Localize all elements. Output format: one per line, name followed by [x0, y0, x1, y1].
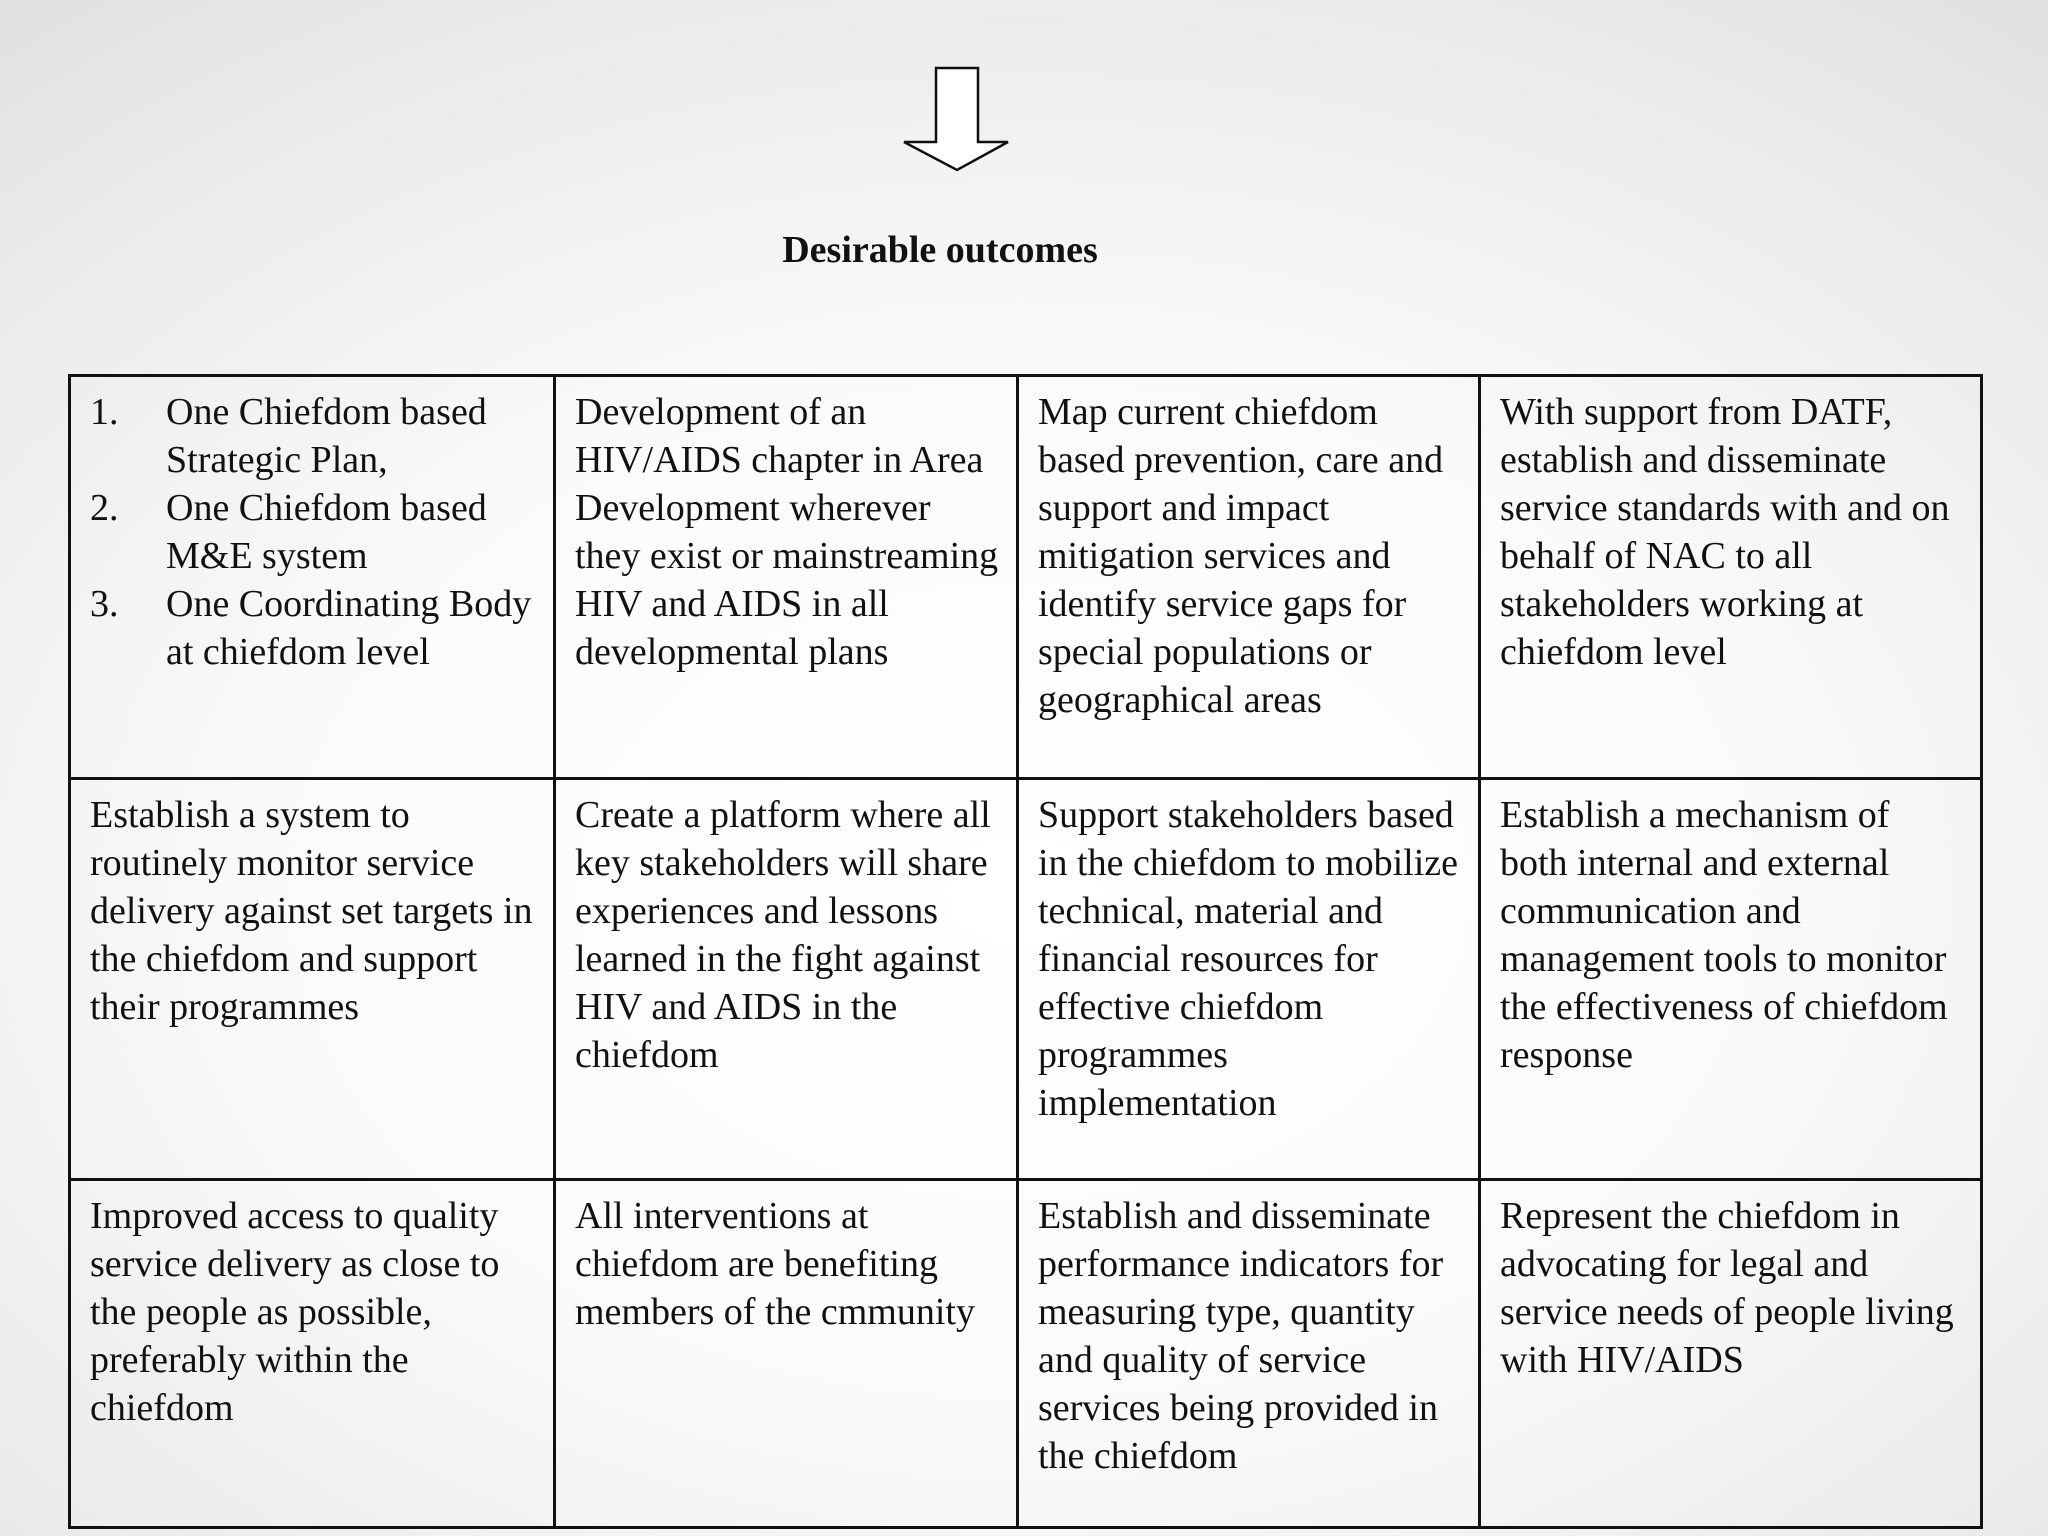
table-cell: With support from DATF, establish and disseminate service standards with and on behalf of NAC to all stakeholders working at chiefdom level: [1480, 376, 1982, 779]
table-cell: Establish a mechanism of both internal and external communication and management tools to monitor the effectiveness of chiefdom response: [1480, 779, 1982, 1180]
list-item: [90, 388, 537, 484]
outcomes-table: [68, 374, 1983, 1529]
down-arrow-icon: [900, 66, 1012, 172]
list-text: One Coordinating Body at chiefdom level: [166, 583, 532, 673]
table-cell: Create a platform where all key stakeholders will share experiences and lessons learned in the fight against HIV and AIDS in the chiefdom: [555, 779, 1018, 1180]
table-cell: Represent the chiefdom in advocating for legal and service needs of people living with HIV/AIDS: [1480, 1180, 1982, 1528]
list-number: 2.: [90, 487, 119, 529]
list-number: 1.: [90, 391, 119, 433]
page-title: Desirable outcomes: [782, 229, 1098, 271]
table-cell: Establish and disseminate performance indicators for measuring type, quantity and quality of service services being provided in the chiefdom: [1018, 1180, 1480, 1528]
numbered-list: [90, 388, 537, 676]
table-cell: Establish a system to routinely monitor service delivery against set targets in the chiefdom and support their programmes: [70, 779, 555, 1180]
table-cell: All interventions at chiefdom are benefiting members of the cmmunity: [555, 1180, 1018, 1528]
list-item: [90, 580, 537, 676]
table-cell: [70, 376, 555, 779]
table-cell: Map current chiefdom based prevention, care and support and impact mitigation services and identify service gaps for special populations or geographical areas: [1018, 376, 1480, 779]
list-item: [90, 484, 537, 580]
table-cell: Development of an HIV/AIDS chapter in Area Development wherever they exist or mainstreaming HIV and AIDS in all developmental plans: [555, 376, 1018, 779]
list-text: One Chiefdom based Strategic Plan,: [166, 391, 487, 481]
table-row: [70, 1180, 1982, 1528]
list-number: 3.: [90, 583, 119, 625]
table-row: [70, 376, 1982, 779]
list-text: One Chiefdom based M&E system: [166, 487, 487, 577]
table-row: [70, 779, 1982, 1180]
table-cell: Support stakeholders based in the chiefdom to mobilize technical, material and financial resources for effective chiefdom programmes implementation: [1018, 779, 1480, 1180]
table-cell: Improved access to quality service delivery as close to the people as possible, preferably within the chiefdom: [70, 1180, 555, 1528]
